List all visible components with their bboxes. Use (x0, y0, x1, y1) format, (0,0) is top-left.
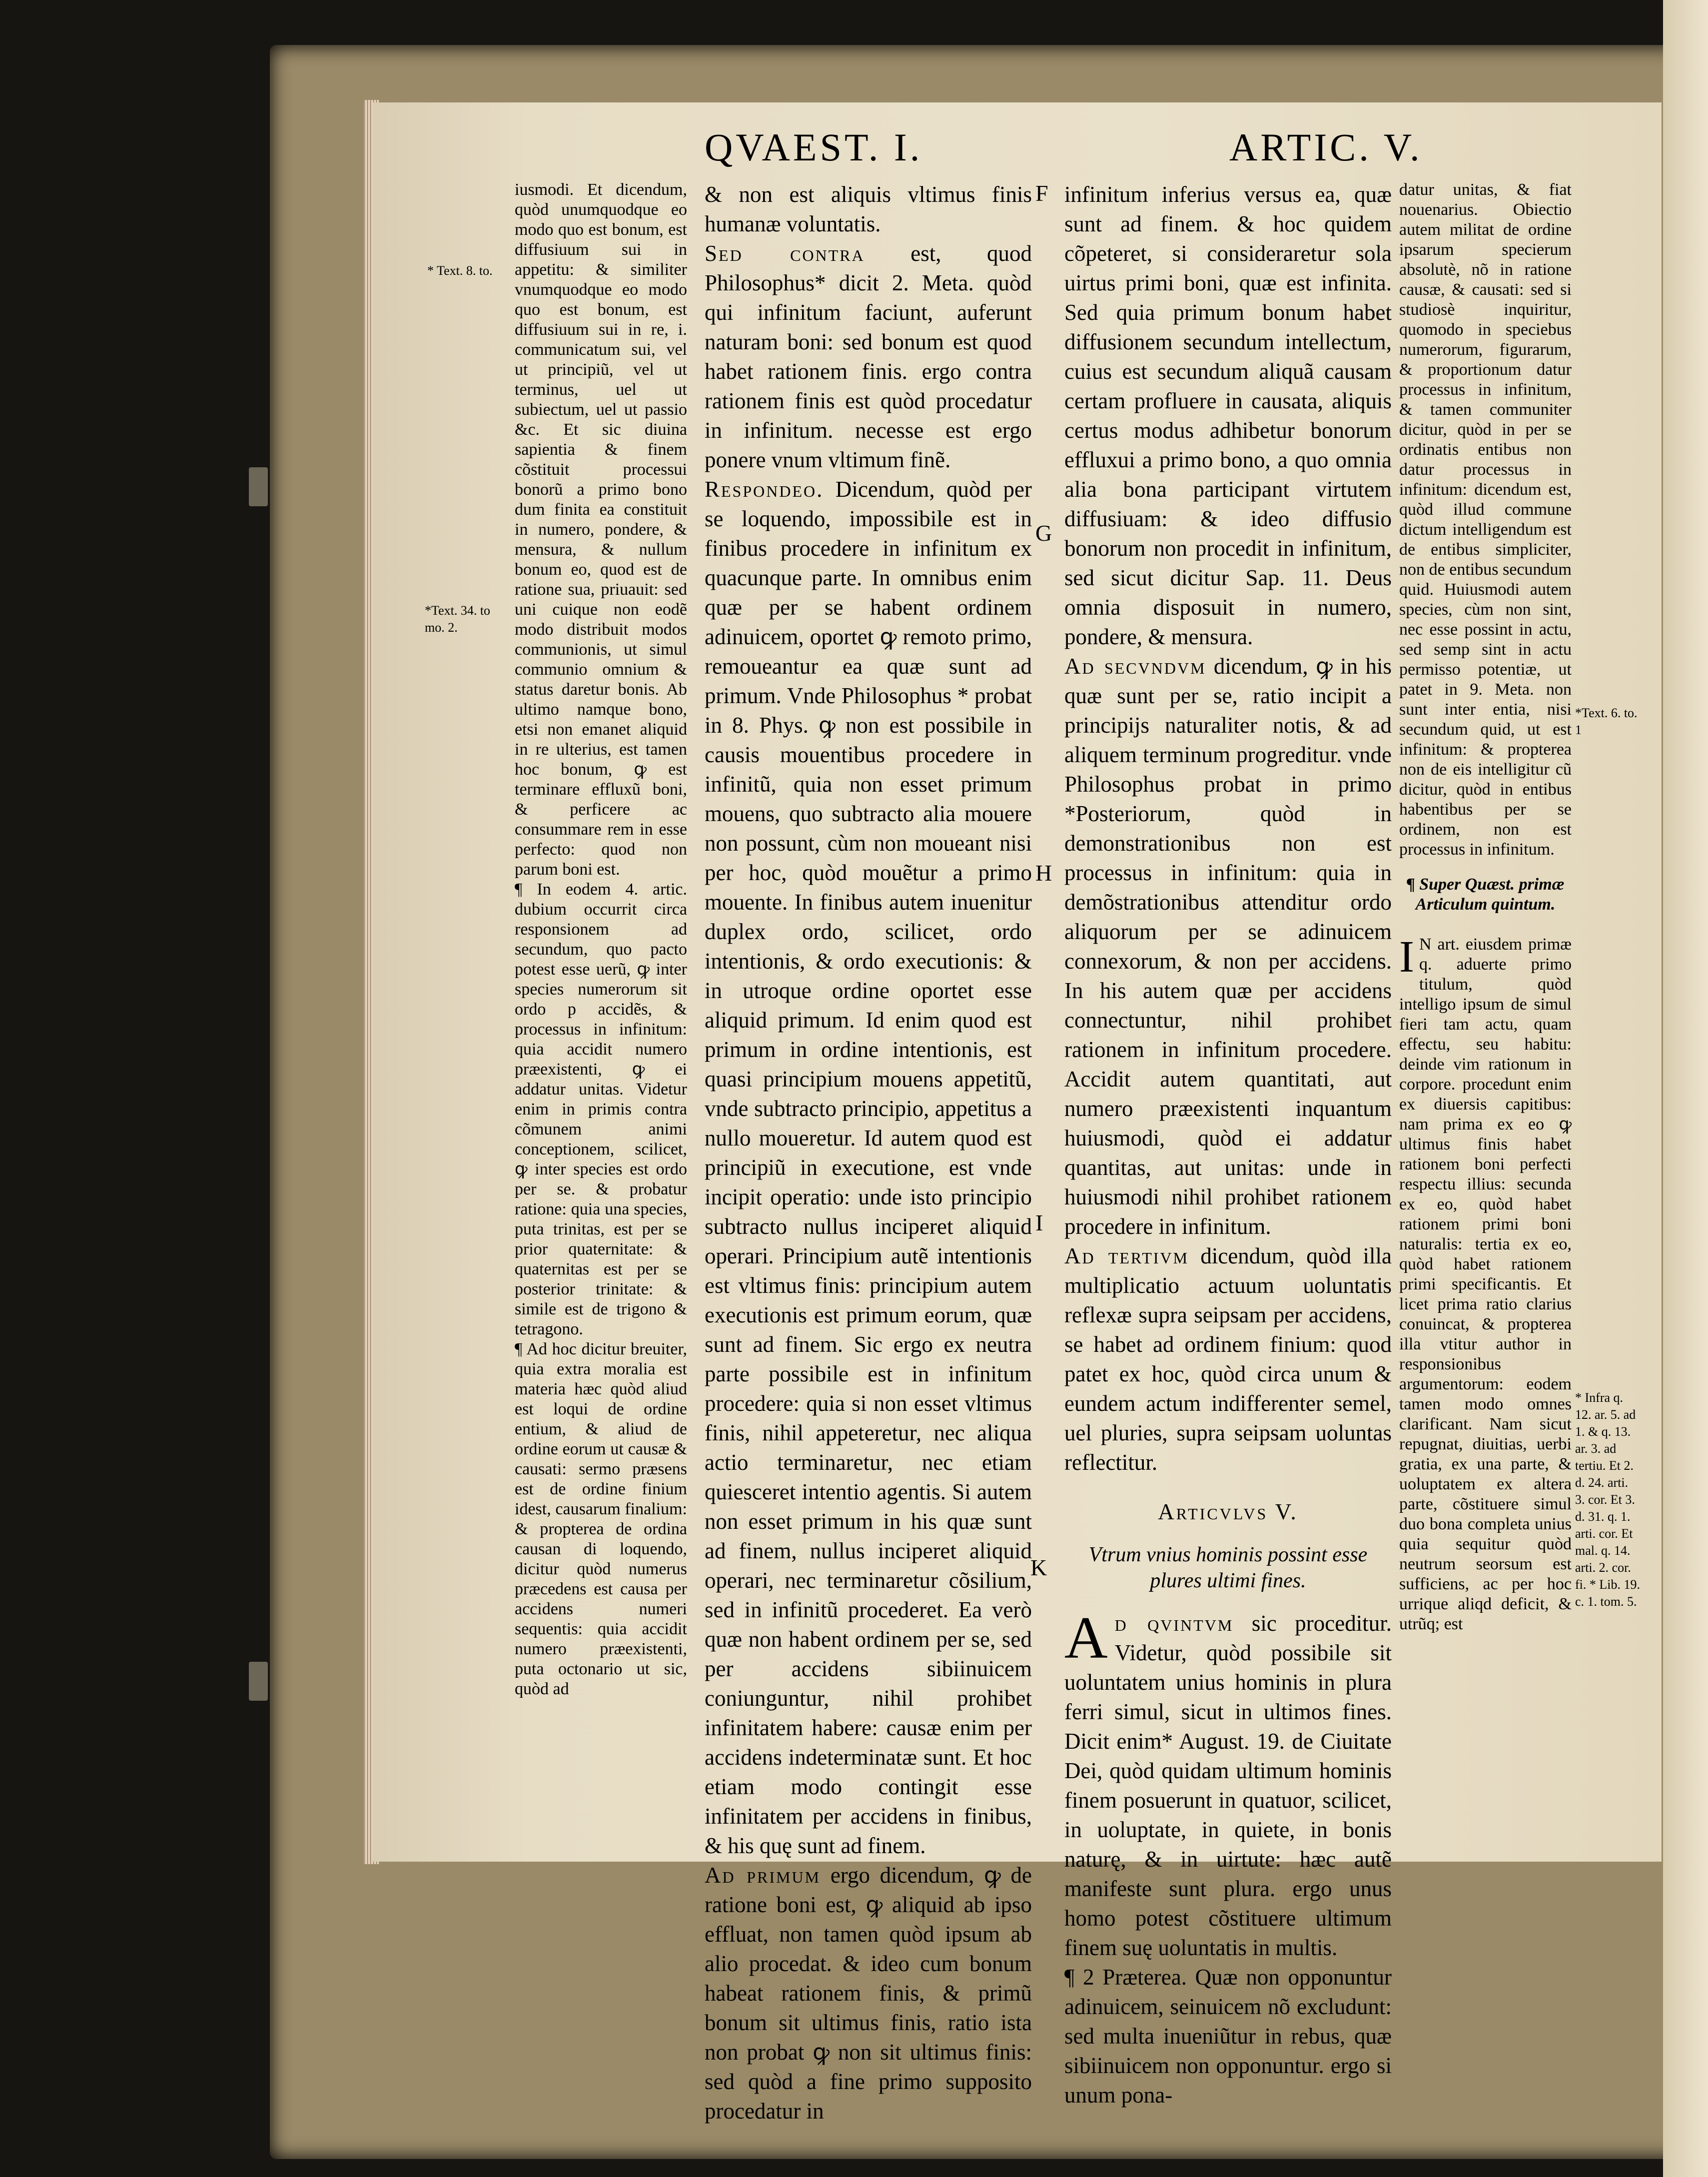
paragraph: ¶ 2 Præterea. Quæ non opponuntur adinuicem, seinuicem nõ excludunt: sed multa inueniũtur in rebus, quæ sibiinuicem non opponuntur. ergo si unum pona- (1064, 1965, 1392, 2108)
lead-words: d qvintvm (1114, 1611, 1234, 1636)
drop-cap: A (1064, 1604, 1108, 1671)
paragraph: infinitum inferius versus ea, quæ sunt ad finem. & hoc quidem cõpeteret, si consideraretur sola uirtus primi boni, quæ est infinita. Sed quia primum bonum habet diffusionem secundum intellectum, cuius est secundum aliquã causam certam profluere in causata, aliquis certus modus adhibetur bonorum effluxui a primo bono, a quo omnia alia bona participant virtutem diffusiuam: & ideo diffusio bonorum non procedit in infinitum, sed sicut dicitur Sap. 11. Deus omnia disposuit in numero, pondere, & mensura. (1064, 182, 1392, 649)
paragraph-text: Dicendum, quòd per se loquendo, impossibile est in finibus procedere in infinitum ex quacunque parte. In omnibus enim quæ per se habent ordinem adinuicem, oportet ꝙ remoto primo, remoueantur ea quæ sunt ad primum. Vnde Philosophus * probat in 8. Phys. ꝙ non est possibile in causis mouentibus procedere in infinitũ, quia non esset primum mouens, quo subtracto alia mouere non possunt, cùm non moueant nisi per hoc, quòd mouẽtur a primo mouente. In finibus autem inuenitur duplex ordo, scilicet, ordo intentionis, & ordo executionis: & in utroque ordine oportet esse aliquid primum. Id enim quod est primum in ordine intentionis, est quasi principium mouens appetitũ, vnde subtracto principio, appetitus a nullo moueretur. Id autem quod est principiũ in executione, est vnde incipit operatio: unde isto principio subtracto nullus inciperet aliquid operari. Principium autẽ intentionis est vltimus finis: principium autem executionis est primum eorum, quæ sunt ad finem. Sic ergo ex neutra parte possibile est in infinitum procedere: quia si non esset vltimus finis, nihil appeteretur, nec aliqua actio terminaretur, nec etiam quiesceret intentio agentis. Si autem non esset primum in his quæ sunt ad finem, nullus inciperet aliquid operari, nec terminaretur cõsilium, sed in infinitũ procederet. Ea verò quæ non habent ordinem per se, sed per accidens sibiinuicem coniunguntur, nihil prohibet infinitatem habere: causæ enim per accidens indeterminatæ sunt. Et hoc etiam modo contingit esse infinitatem per accidens in finibus, & his quę sunt ad finem. (705, 477, 1032, 1858)
section-letter-f: F (1035, 180, 1048, 206)
paragraph (705, 1861, 1032, 2126)
paragraph: ¶ In eodem 4. artic. dubium occurrit circa responsionem ad secundum, quo pacto potest esse uerũ, ꝙ inter species numerorum sit ordo p accidẽs, & processus in infinitum: quia accidit numero præexistenti, ꝙ ei addatur unitas. Videtur enim in primis contra cõmunem animi conceptionem, scilicet, ꝙ inter species est ordo per se. & probatur ratione: quia una species, puta trinitas, est per se prior quaternitate: & quaternitas est per se posterior trinitate: & simile est de trigono & tetragono. (515, 880, 687, 1338)
paragraph: ¶ Ad hoc dicitur breuiter, quia extra moralia est materia hæc quòd aliud est loqui de ordine entium, & aliud de ordine eorum ut causæ & causati: sermo præsens est de ordine finium idest, causarum finalium: & propterea de ordina causan di loquendo, dicitur quòd numerus præcedens est causa per accidens numeri sequentis: quia accidit numero præexistenti, puta octonario ut sic, quòd ad (515, 1340, 687, 1698)
section-letter-h: H (1035, 860, 1052, 886)
paragraph: datur unitas, & fiat nouenarius. Obiectio autem militat de ordine ipsarum specierum absolutè, nõ in ratione causæ, & causati: sed si studiosè inquiritur, quomodo in speciebus numerorum, figurarum, & proportionum datur processus in infinitum, & tamen communiter dicitur, quòd in per se ordinatis entibus non datur processus in infinitum: dicendum est, quòd illud commune dictum intelligendum est de entibus simpliciter, non de entibus secundum quid. Huiusmodi autem species, cùm non sint, nec esse possint in actu, sed semp sint in actu permisso potentiæ, ut patet in 9. Meta. non sunt inter entia, nisi secundum quid, ut est infinitum: & propterea non de eis intelligitur cũ dicitur, quòd in entibus habentibus per se ordinem, non est processus in infinitum. (1399, 180, 1572, 859)
paragraph (705, 475, 1032, 1861)
lead-words: Ad primum (705, 1863, 821, 1888)
drop-cap: I (1399, 932, 1414, 982)
article-title: Articvlvs V. (1158, 1499, 1298, 1524)
paragraph (1064, 652, 1392, 1241)
clasp-bottom (249, 1662, 268, 1701)
margin-note-left-1: * Text. 8. to. (427, 263, 493, 278)
margin-note-left-2: *Text. 34. to mo. 2. (425, 603, 491, 635)
clasp-top (249, 467, 268, 506)
main-column-right (1064, 180, 1392, 2110)
paragraph (1399, 932, 1572, 1634)
paragraph-text: sic proceditur. Videtur, quòd possibile sit uoluntatem unius hominis in plura ferri simul, sicut in ultimos fines. Dicit enim* August. 19. de Ciuitate Dei, quòd quidam ultimum hominis finem posuerunt in quatuor, scilicet, in uoluptate, in quiete, in bonis naturę, & in uirtute: hæc autẽ manifeste sunt plura. ergo unus homo potest cõstituere ultimum finem suę uoluntatis in multis. (1064, 1611, 1392, 1960)
paragraph (1064, 1604, 1392, 1963)
section-letter-g: G (1035, 520, 1052, 546)
lead-words: Respondeo. (705, 477, 824, 502)
lead-words: Sed contra (705, 241, 865, 266)
paragraph-text: ergo dicendum, ꝙ de ratione boni est, ꝙ aliquid ab ipso effluat, non tamen quòd ipsum ab alio procedat. & ideo cum bonum habeat rationem finis, & primũ bonum sit ultimus finis, ratio ista non probat ꝙ non sit ultimus finis: sed quòd a fine primo supposito procedatur in (705, 1863, 1032, 2124)
article-question: Vtrum vnius hominis possint esse plures ultimi fines. (1088, 1543, 1368, 1592)
paragraph: iusmodi. Et dicendum, quòd unumquodque eo modo quo est bonum, est diffusiuum sui in appetitu: & similiter vnumquodque eo modo quo est bonum, est diffusiuum sui in re, i. communicatum sui, vel ut principiũ, vel ut terminus, uel ut subiectum, uel ut passio &c. Et sic diuina sapientia & finem cõstituit processui bonorũ a primo bono dum finita ea constituit in numero, pondere, & mensura, & nullum bonum eo, quod est de ratione sua, priuauit: sed uni cuique non eodẽ modo distribuit modos communionis, ut simul communio omnium & status daretur bonis. Ab ultimo namque bono, etsi non emanet aliquid in re ulterius, est tamen hoc bonum, ꝙ est terminare effluxũ boni, & perficere ac consummare rem in esse perfecto: quod non parum boni est. (515, 180, 687, 879)
commentary-column-right (1399, 180, 1572, 1634)
margin-note-right-1: *Text. 6. to. 1 (1575, 706, 1638, 737)
paragraph-text: dicendum, ꝙ in his quæ sunt per se, ratio incipit a principijs naturaliter notis, & ad aliquem terminum progreditur. vnde Philosophus probat in primo *Posteriorum, quòd in demonstrationibus non est processus in infinitum: quia in demõstrationibus attenditur ordo aliquorum per se adinuicem connexorum, & non per accidens. In his autem quæ per accidens connectuntur, nihil prohibet rationem in infinitum procedere. Accidit autem quantitati, aut numero præexistenti inquantum huiusmodi, quòd ei addatur quantitas, aut unitas: unde in huiusmodi nihil prohibet rationem procedere in infinitum. (1064, 654, 1392, 1239)
commentary-heading: ¶ Super Quæst. primæ Articulum quintum. (1406, 875, 1565, 914)
paragraph (705, 239, 1032, 475)
commentary-column-left (515, 180, 687, 1699)
margin-note-right-2: * Infra q. 12. ar. 5. ad 1. & q. 13. ar. 3. ad tertiu. Et 2. d. 24. arti. 3. cor. Et 3. d. 31. q. 1. arti. cor. Et mal. q. 14. arti. 2. cor. fi. * Lib. 19. c. 1. tom. 5. (1575, 1390, 1640, 1609)
section-letter-i: I (1035, 1210, 1043, 1235)
section-letter-k: K (1030, 1555, 1047, 1580)
paragraph-text: dicendum, quòd illa multiplicatio actuum uoluntatis reflexæ supra seipsam per accidens, se habet ad ordinem finium: quod patet ex hoc, quòd circa unum & eundem actum indifferenter semel, uel pluries, supra seipsam uoluntas reflectitur. (1064, 1243, 1392, 1475)
running-head-right: ARTIC. V. (1229, 125, 1423, 169)
next-page-strip (1663, 0, 1708, 2177)
lead-words: Ad tertivm (1064, 1243, 1189, 1268)
paragraph (1064, 1241, 1392, 1477)
running-head-left: QVAEST. I. (705, 125, 923, 169)
paragraph-text: N art. eiusdem primæ q. aduerte primo titulum, quòd intelligo ipsum de simul fieri tam actu, quam effectu, seu habitu: deinde vim rationum in corpore. procedunt enim ex diuersis capitibus: nam prima ex eo ꝙ ultimus finis habet rationem boni perfecti respectu illius: secunda ex eo, quòd habet rationem primi boni naturalis: tertia ex eo, quòd habet rationem primi specificantis. Et licet prima ratio clarius conuincat, & propterea illa vtitur author in responsionibus argumentorum: eodem tamen modo omnes clarificant. Nam sicut repugnat, diuitias, uerbi gratia, ex una parte, & uoluptatem ex altera parte, cõstituere simul duo bona completa unius quia sequitur quòd neutrum seorsum est sufficiens, ac per hoc urrique aliqd deficit, & utrũq; est (1399, 935, 1572, 1633)
main-column-left (705, 180, 1032, 2126)
lead-words: Ad secvndvm (1064, 654, 1206, 679)
paragraph-text: est, quod Philosophus* dicit 2. Meta. quòd qui infinitum faciunt, auferunt naturam boni: sed bonum est quod habet rationem finis. ergo contra rationem finis est quòd procedatur in infinitum. necesse est ergo ponere vnum vltimum finẽ. (705, 241, 1032, 472)
paragraph: & non est aliquis vltimus finis humanæ voluntatis. (705, 182, 1032, 236)
